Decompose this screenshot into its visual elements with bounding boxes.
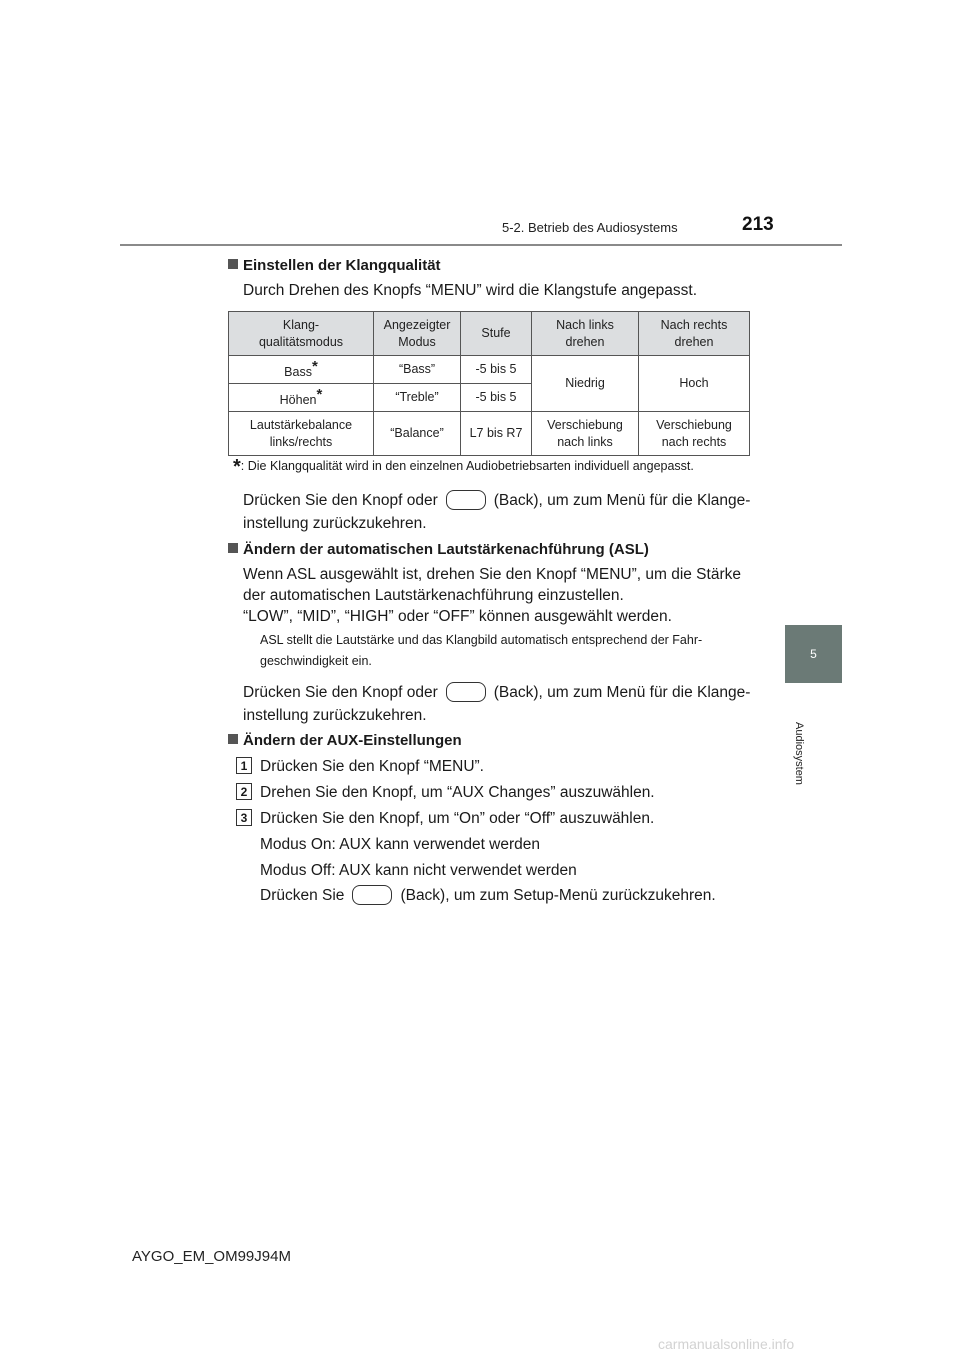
header-section-title: 5-2. Betrieb des Audiosystems (502, 220, 678, 235)
back-instruction-cont: instellung zurückzukehren. (243, 707, 427, 724)
table-cell: -5 bis 5 (461, 356, 532, 384)
asl-note: geschwindigkeit ein. (260, 654, 372, 668)
aux-step-text: Drücken Sie den Knopf, um “On” oder “Off” auszuwählen. (260, 810, 655, 827)
table-header: Nach links drehen (532, 312, 639, 356)
aux-step-text: Drücken Sie den Knopf “MENU”. (260, 758, 484, 775)
back-button-icon (352, 885, 392, 905)
table-header: Nach rechts drehen (639, 312, 750, 356)
table-cell: “Bass” (374, 356, 461, 384)
table-cell: Bass* (229, 356, 374, 384)
table-cell: Höhen* (229, 384, 374, 412)
table-cell: Hoch (639, 356, 750, 412)
table-row (229, 412, 750, 456)
sound-quality-heading: Einstellen der Klangqualität (228, 257, 441, 274)
back-instruction-cont: instellung zurückzukehren. (243, 515, 427, 532)
back-instruction: Drücken Sie den Knopf oder (Back), um zum Menü für die Klange- (243, 684, 751, 701)
table-cell: -5 bis 5 (461, 384, 532, 412)
table-row (229, 356, 750, 384)
asl-text-line: Wenn ASL ausgewählt ist, drehen Sie den Knopf “MENU”, um die Stärke (243, 566, 741, 583)
back-button-icon (446, 682, 486, 702)
page-number: 213 (742, 214, 774, 235)
table-header-row (229, 312, 750, 356)
asl-text-line: der automatischen Lautstärkenachführung einzustellen. (243, 587, 624, 604)
step-number-badge: 3 (236, 809, 252, 826)
table-header: Angezeigter Modus (374, 312, 461, 356)
chapter-number: 5 (810, 647, 817, 661)
chapter-label: Audiosystem (793, 722, 805, 785)
square-bullet-icon (228, 543, 238, 553)
table-cell: Verschiebung nach rechts (639, 412, 750, 456)
asl-text-line: “LOW”, “MID”, “HIGH” oder “OFF” können ausgewählt werden. (243, 608, 672, 625)
document-code: AYGO_EM_OM99J94M (132, 1248, 291, 1265)
step-number-badge: 2 (236, 783, 252, 800)
square-bullet-icon (228, 259, 238, 269)
aux-step-text: Drehen Sie den Knopf, um “AUX Changes” auszuwählen. (260, 784, 655, 801)
aux-mode-off: Modus Off: AUX kann nicht verwendet werden (260, 862, 577, 879)
table-header: Klang- qualitätsmodus (229, 312, 374, 356)
table-cell: “Treble” (374, 384, 461, 412)
step-number-badge: 1 (236, 757, 252, 774)
square-bullet-icon (228, 734, 238, 744)
table-footnote: *: Die Klangqualität wird in den einzelnen Audiobetriebsarten individuell angepasst. (233, 456, 694, 478)
aux-mode-on: Modus On: AUX kann verwendet werden (260, 836, 541, 853)
watermark: carmanualsonline.info (658, 1336, 795, 1352)
aux-heading: Ändern der AUX-Einstellungen (228, 732, 462, 749)
sound-quality-table (228, 311, 750, 456)
table-header: Stufe (461, 312, 532, 356)
table-cell: Niedrig (532, 356, 639, 412)
table-cell: Lautstärkebalance links/rechts (229, 412, 374, 456)
sound-quality-intro: Durch Drehen des Knopfs “MENU” wird die Klangstufe angepasst. (243, 282, 698, 299)
table-cell: “Balance” (374, 412, 461, 456)
asl-note: ASL stellt die Lautstärke und das Klangbild automatisch entsprechend der Fahr- (260, 633, 703, 647)
back-button-icon (446, 490, 486, 510)
table-cell: L7 bis R7 (461, 412, 532, 456)
aux-back-instruction: Drücken Sie (Back), um zum Setup-Menü zurückzukehren. (260, 887, 716, 904)
table-cell: Verschiebung nach links (532, 412, 639, 456)
chapter-tab (785, 625, 842, 683)
header-divider (120, 244, 842, 246)
back-instruction: Drücken Sie den Knopf oder (Back), um zum Menü für die Klange- (243, 492, 751, 509)
asl-heading: Ändern der automatischen Lautstärkenachführung (ASL) (228, 541, 649, 558)
